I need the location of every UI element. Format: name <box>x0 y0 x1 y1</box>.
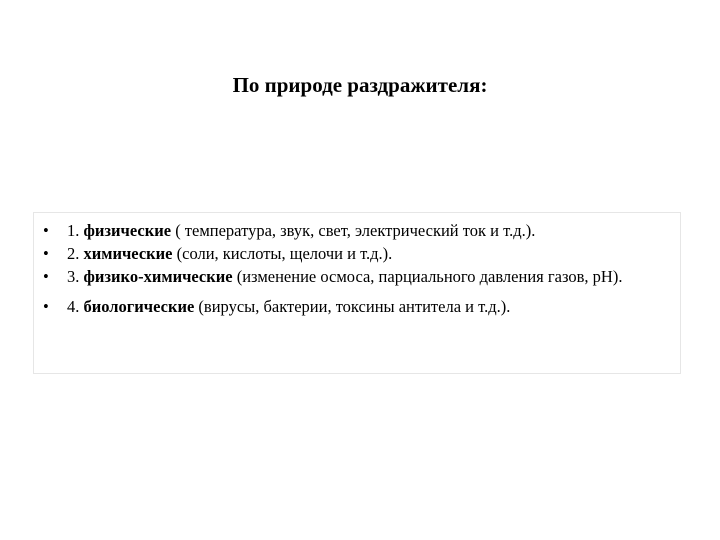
bullet-icon: • <box>43 267 49 286</box>
list-item <box>34 265 680 288</box>
item-text: (изменение осмоса, парциального давления газов, pH). <box>232 267 623 286</box>
item-term: физические <box>83 221 172 240</box>
item-text: (вирусы, бактерии, токсины антитела и т.д.). <box>194 297 511 316</box>
content-box <box>33 212 681 374</box>
item-text: (соли, кислоты, щелочи и т.д.). <box>172 244 393 263</box>
item-number: 1. <box>67 221 80 240</box>
item-term: биологические <box>83 297 195 316</box>
slide-title: По природе раздражителя: <box>232 73 488 97</box>
item-number: 4. <box>67 297 80 316</box>
item-text: ( температура, звук, свет, электрический ток и т.д.). <box>171 221 536 240</box>
bullet-list <box>34 219 680 318</box>
item-term: физико-химические <box>83 267 233 286</box>
list-item <box>34 219 680 242</box>
item-term: химические <box>83 244 173 263</box>
bullet-icon: • <box>43 221 49 240</box>
list-item <box>34 242 680 265</box>
item-number: 2. <box>67 244 80 263</box>
item-number: 3. <box>67 267 80 286</box>
list-item <box>34 295 680 318</box>
bullet-icon: • <box>43 297 49 316</box>
bullet-icon: • <box>43 244 49 263</box>
